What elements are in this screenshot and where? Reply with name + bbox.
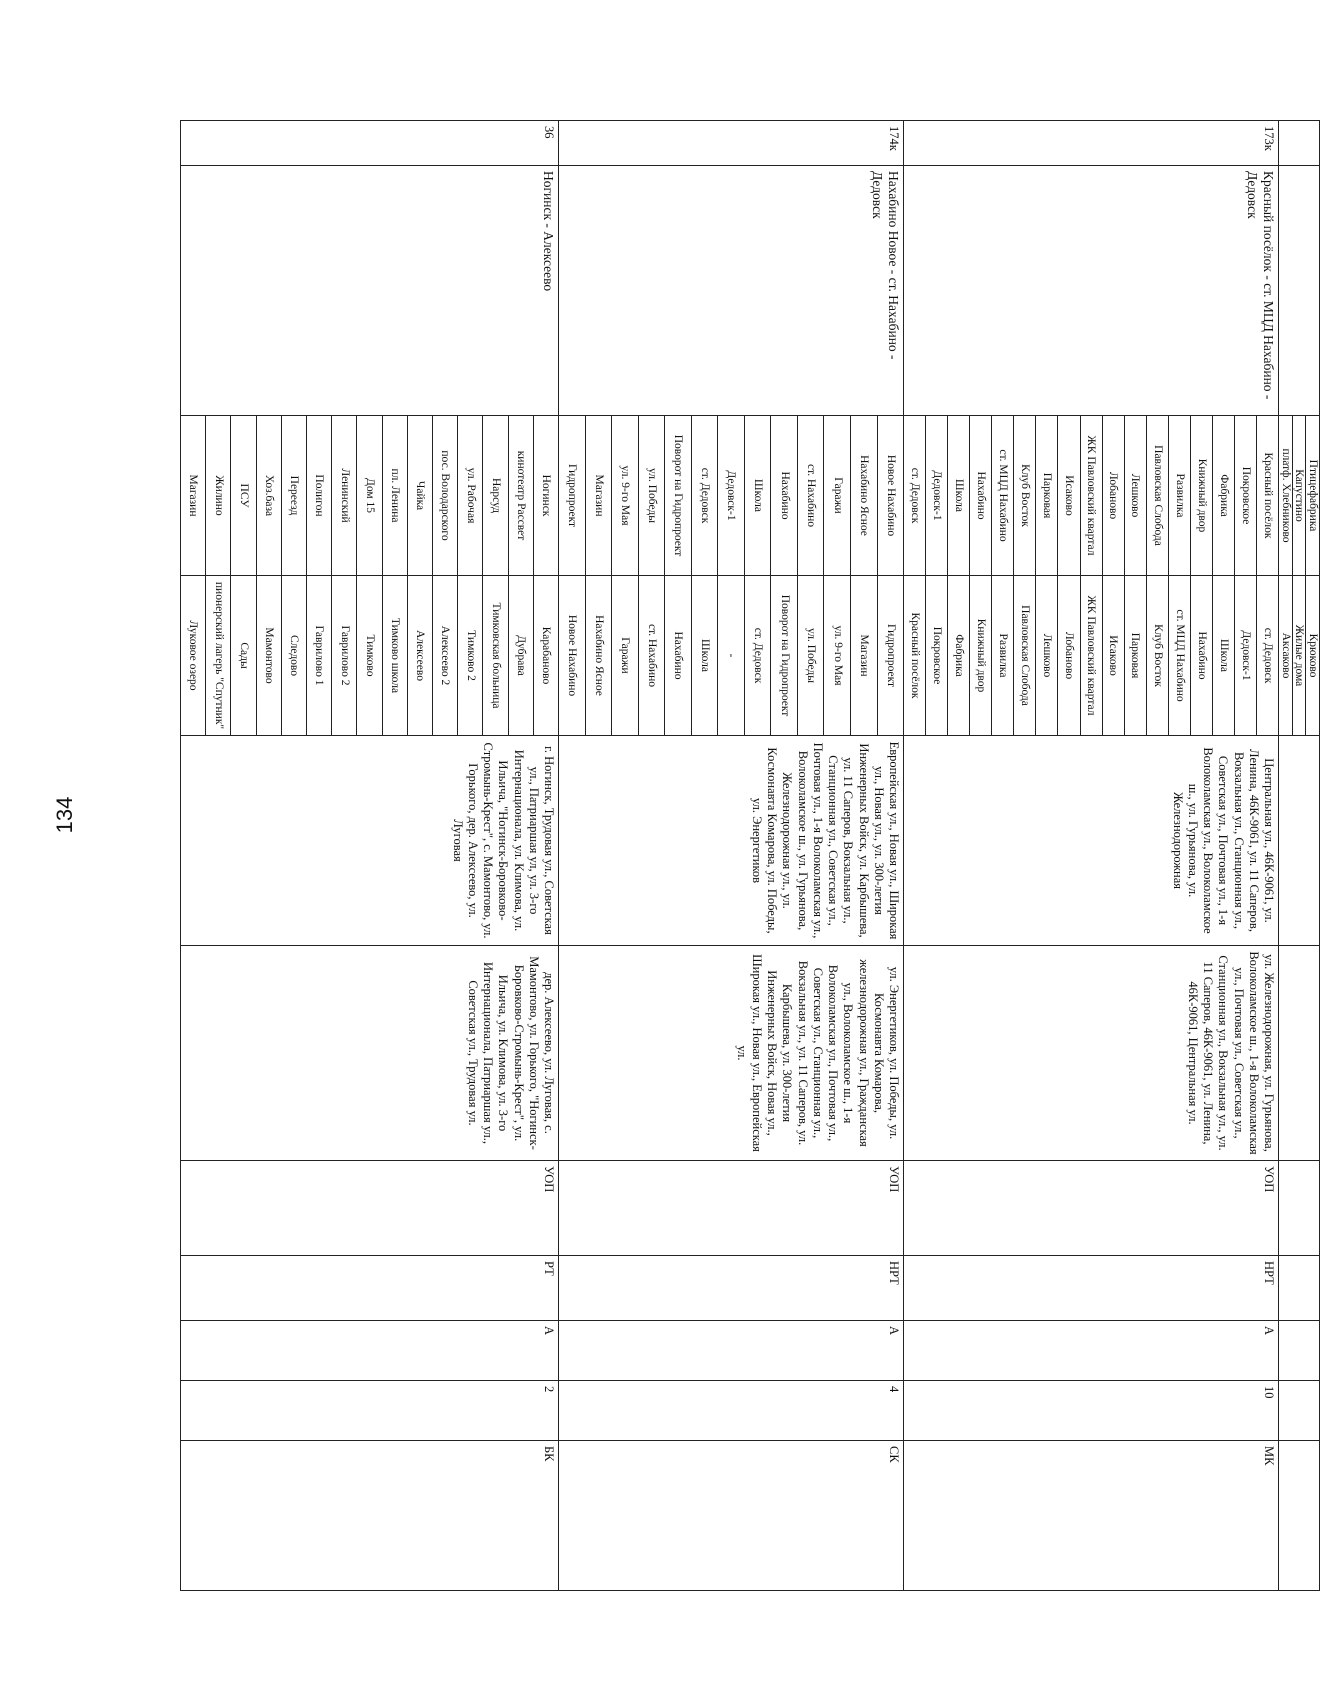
stop: Тимково: [357, 576, 382, 735]
route-type: УОП: [559, 1161, 904, 1256]
stop: ул. Победы: [639, 416, 666, 575]
route-number: 36: [181, 121, 559, 166]
stop: ЖК Павловский квартал: [1081, 576, 1103, 735]
tariff: НРТ: [559, 1256, 904, 1321]
stop: Нахабино: [1191, 576, 1213, 735]
stop: Новое Нахабино: [559, 576, 586, 735]
forward-stops: [559, 416, 904, 576]
stop: Красный посёлок: [1261, 452, 1274, 539]
stop: ст. Дедовск: [1261, 627, 1274, 684]
stop: Аксаково: [1279, 576, 1293, 735]
forward-streets: Европейская ул., Новая ул., Широкая ул., Новая ул., ул. 300-летия Инженерных Войск, ул. Карбышева, ул. 11 Саперов, Вокзальная ул., Станционная ул., Советская ул., Почтовая ул., 1-я Волоколамская ул., Волоколамское ш., ул. Гурьянова, Железнодорожная ул., ул. Космонавта Комарова, ул. Победы, ул. Энергетиков: [559, 736, 904, 946]
tariff: РТ: [181, 1256, 559, 1321]
stop: -: [718, 576, 745, 735]
stop: Дубрава: [509, 576, 534, 735]
carrier: БК: [181, 1441, 559, 1591]
stop: Хоз.база: [257, 416, 282, 575]
stop: Лобаново: [1058, 576, 1080, 735]
route-number: 174к: [559, 121, 904, 166]
stop: Луковое озеро: [181, 576, 206, 735]
stop: ст. МЦД Нахабино: [1169, 576, 1191, 735]
route-name: Красный посёлок - ст. МЦД Нахабино - Дедовск: [904, 166, 1279, 416]
stop: Исаково: [1058, 416, 1080, 575]
stop: Павловская Слобода: [1147, 416, 1169, 575]
stop: Гаврилово 2: [332, 576, 357, 735]
stop: платф. Хлебниково: [1279, 416, 1293, 575]
stop: Нахабино Ясное: [851, 416, 878, 575]
stop: Алексеево 2: [433, 576, 458, 735]
stop: Парковая: [1125, 576, 1147, 735]
stop: Гидропроект: [884, 623, 897, 688]
stop: Жилые дома: [1293, 576, 1307, 735]
stop: Школа: [692, 576, 719, 735]
stop: Нахабино Ясное: [586, 576, 613, 735]
backward-stops: [1279, 576, 1320, 736]
stop: Клуб Восток: [1014, 416, 1036, 575]
stop: Алексеево: [408, 576, 433, 735]
stop: ст. Дедовск: [692, 416, 719, 575]
stop: Фабрика: [1213, 416, 1235, 575]
tariff: [1279, 1256, 1320, 1321]
vehicle-count: 10: [904, 1381, 1279, 1441]
stop: Парковая: [1036, 416, 1058, 575]
forward-stops: [904, 416, 1279, 576]
stop: Гаражи: [824, 416, 851, 575]
stop: ЖК Павловский квартал: [1081, 416, 1103, 575]
stop: Капустино: [1293, 416, 1307, 575]
stop: Книжный двор: [1191, 416, 1213, 575]
stop: Дедовск-1: [1235, 576, 1257, 735]
route-type: УОП: [904, 1161, 1279, 1256]
stop: Нарсуд: [483, 416, 508, 575]
stop: Гаврилово 1: [307, 576, 332, 735]
stop: Магазин: [851, 576, 878, 735]
stop: Лешково: [1036, 576, 1058, 735]
forward-streets: г. Ногинск, Трудовая ул., Советская ул., Патриаршая ул, ул. 3-го Интернационала, ул. Климова, ул. Ильича, "Ногинск-Боровково-Стромынь-Крест", с. Мамонтово, ул. Горького, дер. Алексеево, ул. Луговая: [181, 736, 559, 946]
vehicle-count: 2: [181, 1381, 559, 1441]
stop: Лешково: [1125, 416, 1147, 575]
stop: Переезд: [282, 416, 307, 575]
stop: Новое Нахабино: [884, 454, 897, 537]
stop: Ногинск: [540, 474, 553, 517]
forward-stops: [1279, 416, 1320, 576]
stop: Сады: [231, 576, 256, 735]
carrier: СК: [559, 1441, 904, 1591]
stop: Дом 15: [357, 416, 382, 575]
stop: Лобаново: [1103, 416, 1125, 575]
stop: ПСУ: [231, 416, 256, 575]
stop: Птицефабрика: [1307, 459, 1319, 532]
stop: ул. 9-го Мая: [824, 576, 851, 735]
backward-stops: [181, 576, 559, 736]
stop: Дедовск-1: [926, 416, 948, 575]
stop: Дедовск-1: [718, 416, 745, 575]
stop: ст. Дедовск: [904, 416, 926, 575]
stop: Карабаново: [540, 626, 553, 685]
stop: Мамонтово: [257, 576, 282, 735]
stop: Тимковская больница: [483, 576, 508, 735]
stop: Поворот на Гидропроект: [665, 416, 692, 575]
stop: Школа: [745, 416, 772, 575]
route-number: [1279, 121, 1320, 166]
stop: ст. Дедовск: [745, 576, 772, 735]
stop: Школа: [948, 416, 970, 575]
table-row: [559, 121, 904, 1591]
stop: Гаражи: [612, 576, 639, 735]
route-name: [1279, 166, 1320, 416]
forward-streets: [1279, 736, 1320, 946]
stop: Развилка: [1169, 416, 1191, 575]
stop: Фабрика: [948, 576, 970, 735]
backward-streets: дер. Алексеево, ул. Луговая, с. Мамонтово, ул. Горького, "Ногинск-Боровково-Стромынь-Крест", ул. Ильича, ул. Климова, ул. 3-го Интернационала, Патриаршая ул., Советская ул., Трудовая ул.: [181, 946, 559, 1161]
route-number: 173к: [904, 121, 1279, 166]
stop: Книжный двор: [970, 576, 992, 735]
tariff: НРТ: [904, 1256, 1279, 1321]
stop: ул. Победы: [798, 576, 825, 735]
stop: Покровское: [1235, 416, 1257, 575]
stop: Тимково 2: [458, 576, 483, 735]
stop: Нахабино: [771, 416, 798, 575]
stop: кинотеатр Рассвет: [509, 416, 534, 575]
vehicle-class: А: [904, 1321, 1279, 1381]
vehicle-class: А: [181, 1321, 559, 1381]
carrier: [1279, 1441, 1320, 1591]
table-row: [904, 121, 1279, 1591]
vehicle-class: [1279, 1321, 1320, 1381]
stop: ул. 9-го Мая: [612, 416, 639, 575]
table-row: [1279, 121, 1320, 1591]
stop: Нахабино: [665, 576, 692, 735]
stop: Полигон: [307, 416, 332, 575]
stop: пл. Ленина: [383, 416, 408, 575]
stop: Павловская Слобода: [1014, 576, 1036, 735]
forward-stops: [181, 416, 559, 576]
vehicle-count: 4: [559, 1381, 904, 1441]
stop: Красный посёлок: [904, 576, 926, 735]
stop: Покровское: [926, 576, 948, 735]
stop: Клуб Восток: [1147, 576, 1169, 735]
page-number: 134: [52, 796, 77, 834]
stop: Поворот на Гидропроект: [771, 576, 798, 735]
stop: ст. Нахабино: [798, 416, 825, 575]
backward-streets: ул. Энергетиков, ул. Победы, ул. Космонавта Комарова, железнодорожная ул., Гражданская ул., Волоколамское ш., 1-я Волоколамская ул., Почтовая ул., Советская ул., Станционная ул., Вокзальная ул., ул. 11 Саперов, ул. Карбышева, ул. 300-летия Инженерных Войск, Новая ул., Широкая ул., Новая ул., Европейская ул.: [559, 946, 904, 1161]
backward-streets: [1279, 946, 1320, 1161]
backward-stops: [904, 576, 1279, 736]
stop: Чайка: [408, 416, 433, 575]
stop: пионерский лагерь "Спутник": [206, 576, 231, 735]
route-table: [180, 120, 1320, 1591]
backward-streets: ул. Железнодорожная, ул. Гурьянова, Волоколамское ш., 1-я Волоколамская ул., Почтовая ул., Советская ул., Станционная ул., Вокзальная ул., ул. 11 Саперов, 46К-9061, ул. Ленина, 46К-9061, Центральная ул.: [904, 946, 1279, 1161]
backward-stops: [559, 576, 904, 736]
vehicle-count: [1279, 1381, 1320, 1441]
stop: Следово: [282, 576, 307, 735]
route-type: [1279, 1161, 1320, 1256]
stop: Исаково: [1103, 576, 1125, 735]
stop: ст. МЦД Нахабино: [992, 416, 1014, 575]
stop: ст. Нахабино: [639, 576, 666, 735]
stop: Развилка: [992, 576, 1014, 735]
table-row: [181, 121, 559, 1591]
stop: Магазин: [181, 416, 206, 575]
stop: Жилино: [206, 416, 231, 575]
stop: Нахабино: [970, 416, 992, 575]
carrier: МК: [904, 1441, 1279, 1591]
stop: Гидропроект: [559, 416, 586, 575]
stop: Ленинский: [332, 416, 357, 575]
stop: пос. Володарского: [433, 416, 458, 575]
stop: Крюково: [1307, 633, 1319, 678]
stop: Тимково школа: [383, 576, 408, 735]
stop: ул. Рабочая: [458, 416, 483, 575]
route-name: Нахабино Новое - ст. Нахабино - Дедовск: [559, 166, 904, 416]
vehicle-class: А: [559, 1321, 904, 1381]
route-table-sheet: [180, 120, 1320, 1590]
stop: Магазин: [586, 416, 613, 575]
stop: Школа: [1213, 576, 1235, 735]
route-name: Ногинск - Алексеево: [181, 166, 559, 416]
forward-streets: Центральная ул., 46К-9061, ул. Ленина, 46К-9061, ул. 11 Саперов, Вокзальная ул., Станционная ул., Советская ул., Почтовая ул., 1-я Волоколамская ул., Волоколамское ш., ул. Гурьянова, ул. Железнодорожная: [904, 736, 1279, 946]
route-type: УОП: [181, 1161, 559, 1256]
